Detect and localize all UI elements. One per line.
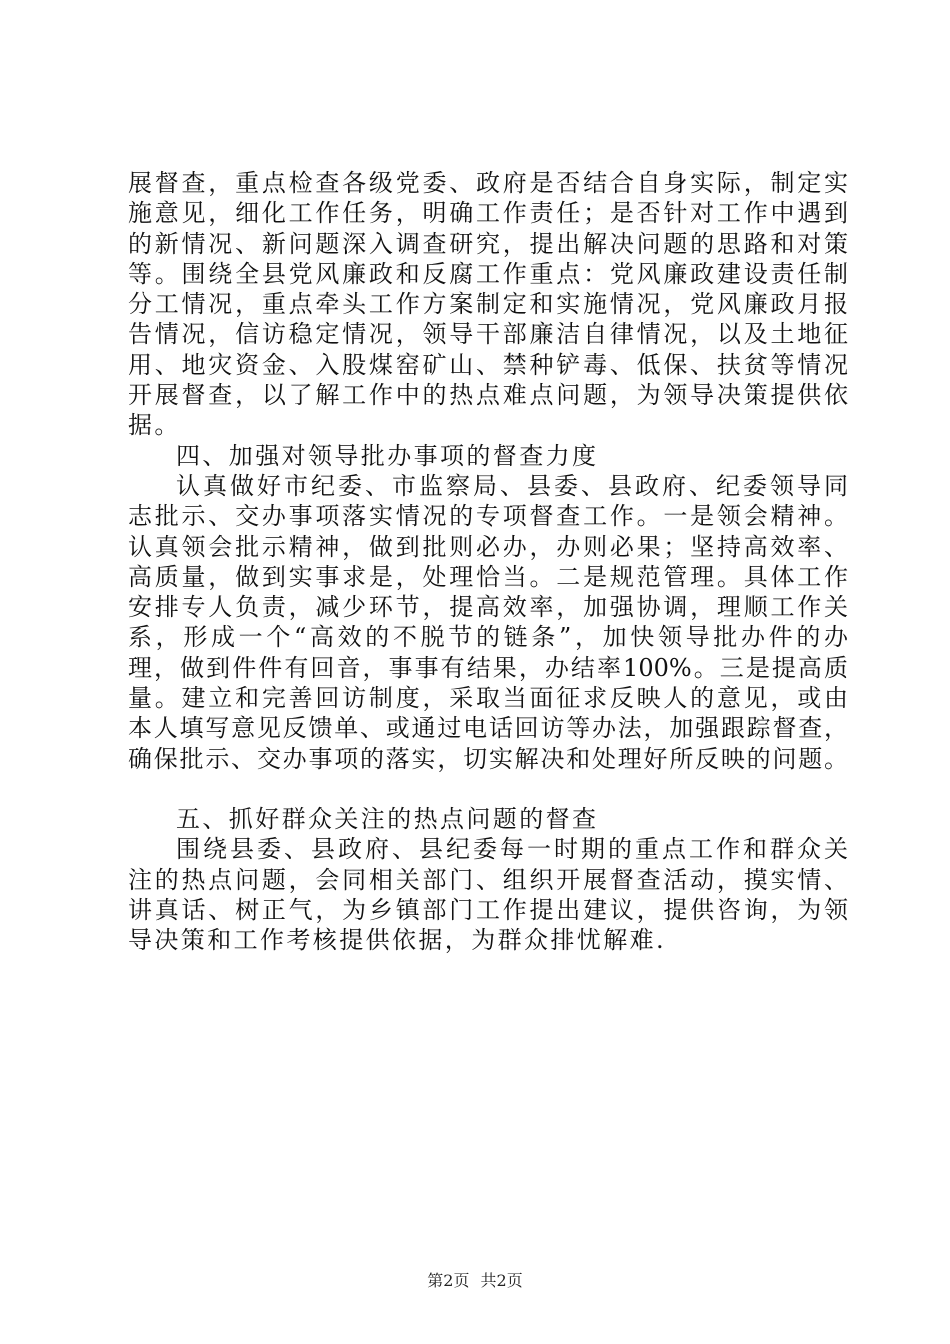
paragraph-line: 认真做好市纪委、市监察局、县委、县政府、纪委领导同: [176, 471, 848, 500]
paragraph-line: 认真领会批示精神，做到批则必办，办则必果；坚持高效率、: [128, 532, 848, 561]
section4-heading: 四、加强对领导批办事项的督查力度: [176, 441, 599, 470]
section5-paragraph: [128, 834, 848, 955]
section4-paragraph: [128, 471, 848, 774]
paragraph-line: 导决策和工作考核提供依据，为群众排忧解难.: [128, 926, 667, 955]
paragraph-gap: [128, 774, 848, 804]
section3-tail: [128, 168, 848, 441]
paragraph-line: 量。建立和完善回访制度，采取当面征求反映人的意见，或由: [128, 684, 848, 713]
paragraph-line: 开展督查，以了解工作中的热点难点问题，为领导决策提供依: [128, 381, 848, 410]
paragraph-line: 确保批示、交办事项的落实，切实解决和处理好所反映的问题。: [128, 744, 848, 773]
paragraph-line: 本人填写意见反馈单、或通过电话回访等办法，加强跟踪督查，: [128, 714, 848, 743]
paragraph-line: 系，形成一个“高效的不脱节的链条”，加快领导批办件的办: [128, 623, 848, 652]
paragraph-line: 分工情况，重点牵头工作方案制定和实施情况，党风廉政月报: [128, 290, 848, 319]
paragraph-line: 展督查，重点检查各级党委、政府是否结合自身实际，制定实: [128, 169, 848, 197]
paragraph-line: 据。: [128, 411, 181, 440]
page-number: 第2页: [427, 1271, 470, 1290]
paragraph-line: 的新情况、新问题深入调查研究，提出解决问题的思路和对策: [128, 229, 848, 258]
paragraph-line: 围绕县委、县政府、县纪委每一时期的重点工作和群众关: [176, 835, 848, 864]
paragraph-line: 安排专人负责，减少环节，提高效率，加强协调，理顺工作关: [128, 593, 848, 622]
paragraph-line: 理，做到件件有回音，事事有结果，办结率100%。三是提高质: [128, 653, 848, 682]
document-body: [128, 168, 848, 955]
paragraph-line: 讲真话、树正气，为乡镇部门工作提出建议，提供咨询，为领: [128, 895, 848, 924]
paragraph-line: 等。围绕全县党风廉政和反腐工作重点：党风廉政建设责任制: [128, 259, 848, 288]
paragraph-line: 高质量，做到实事求是，处理恰当。二是规范管理。具体工作: [128, 562, 848, 591]
paragraph-line: 注的热点问题，会同相关部门、组织开展督查活动，摸实情、: [128, 865, 848, 894]
page-total: 共2页: [480, 1271, 523, 1290]
paragraph-line: 用、地灾资金、入股煤窑矿山、禁种铲毒、低保、扶贫等情况: [128, 350, 848, 379]
page-footer: [0, 1271, 950, 1291]
paragraph-line: 施意见，细化工作任务，明确工作责任；是否针对工作中遇到: [128, 199, 848, 228]
section5-heading: 五、抓好群众关注的热点问题的督查: [176, 804, 599, 833]
paragraph-line: 志批示、交办事项落实情况的专项督查工作。一是领会精神。: [128, 502, 848, 531]
paragraph-line: 告情况，信访稳定情况，领导干部廉洁自律情况，以及土地征: [128, 320, 848, 349]
